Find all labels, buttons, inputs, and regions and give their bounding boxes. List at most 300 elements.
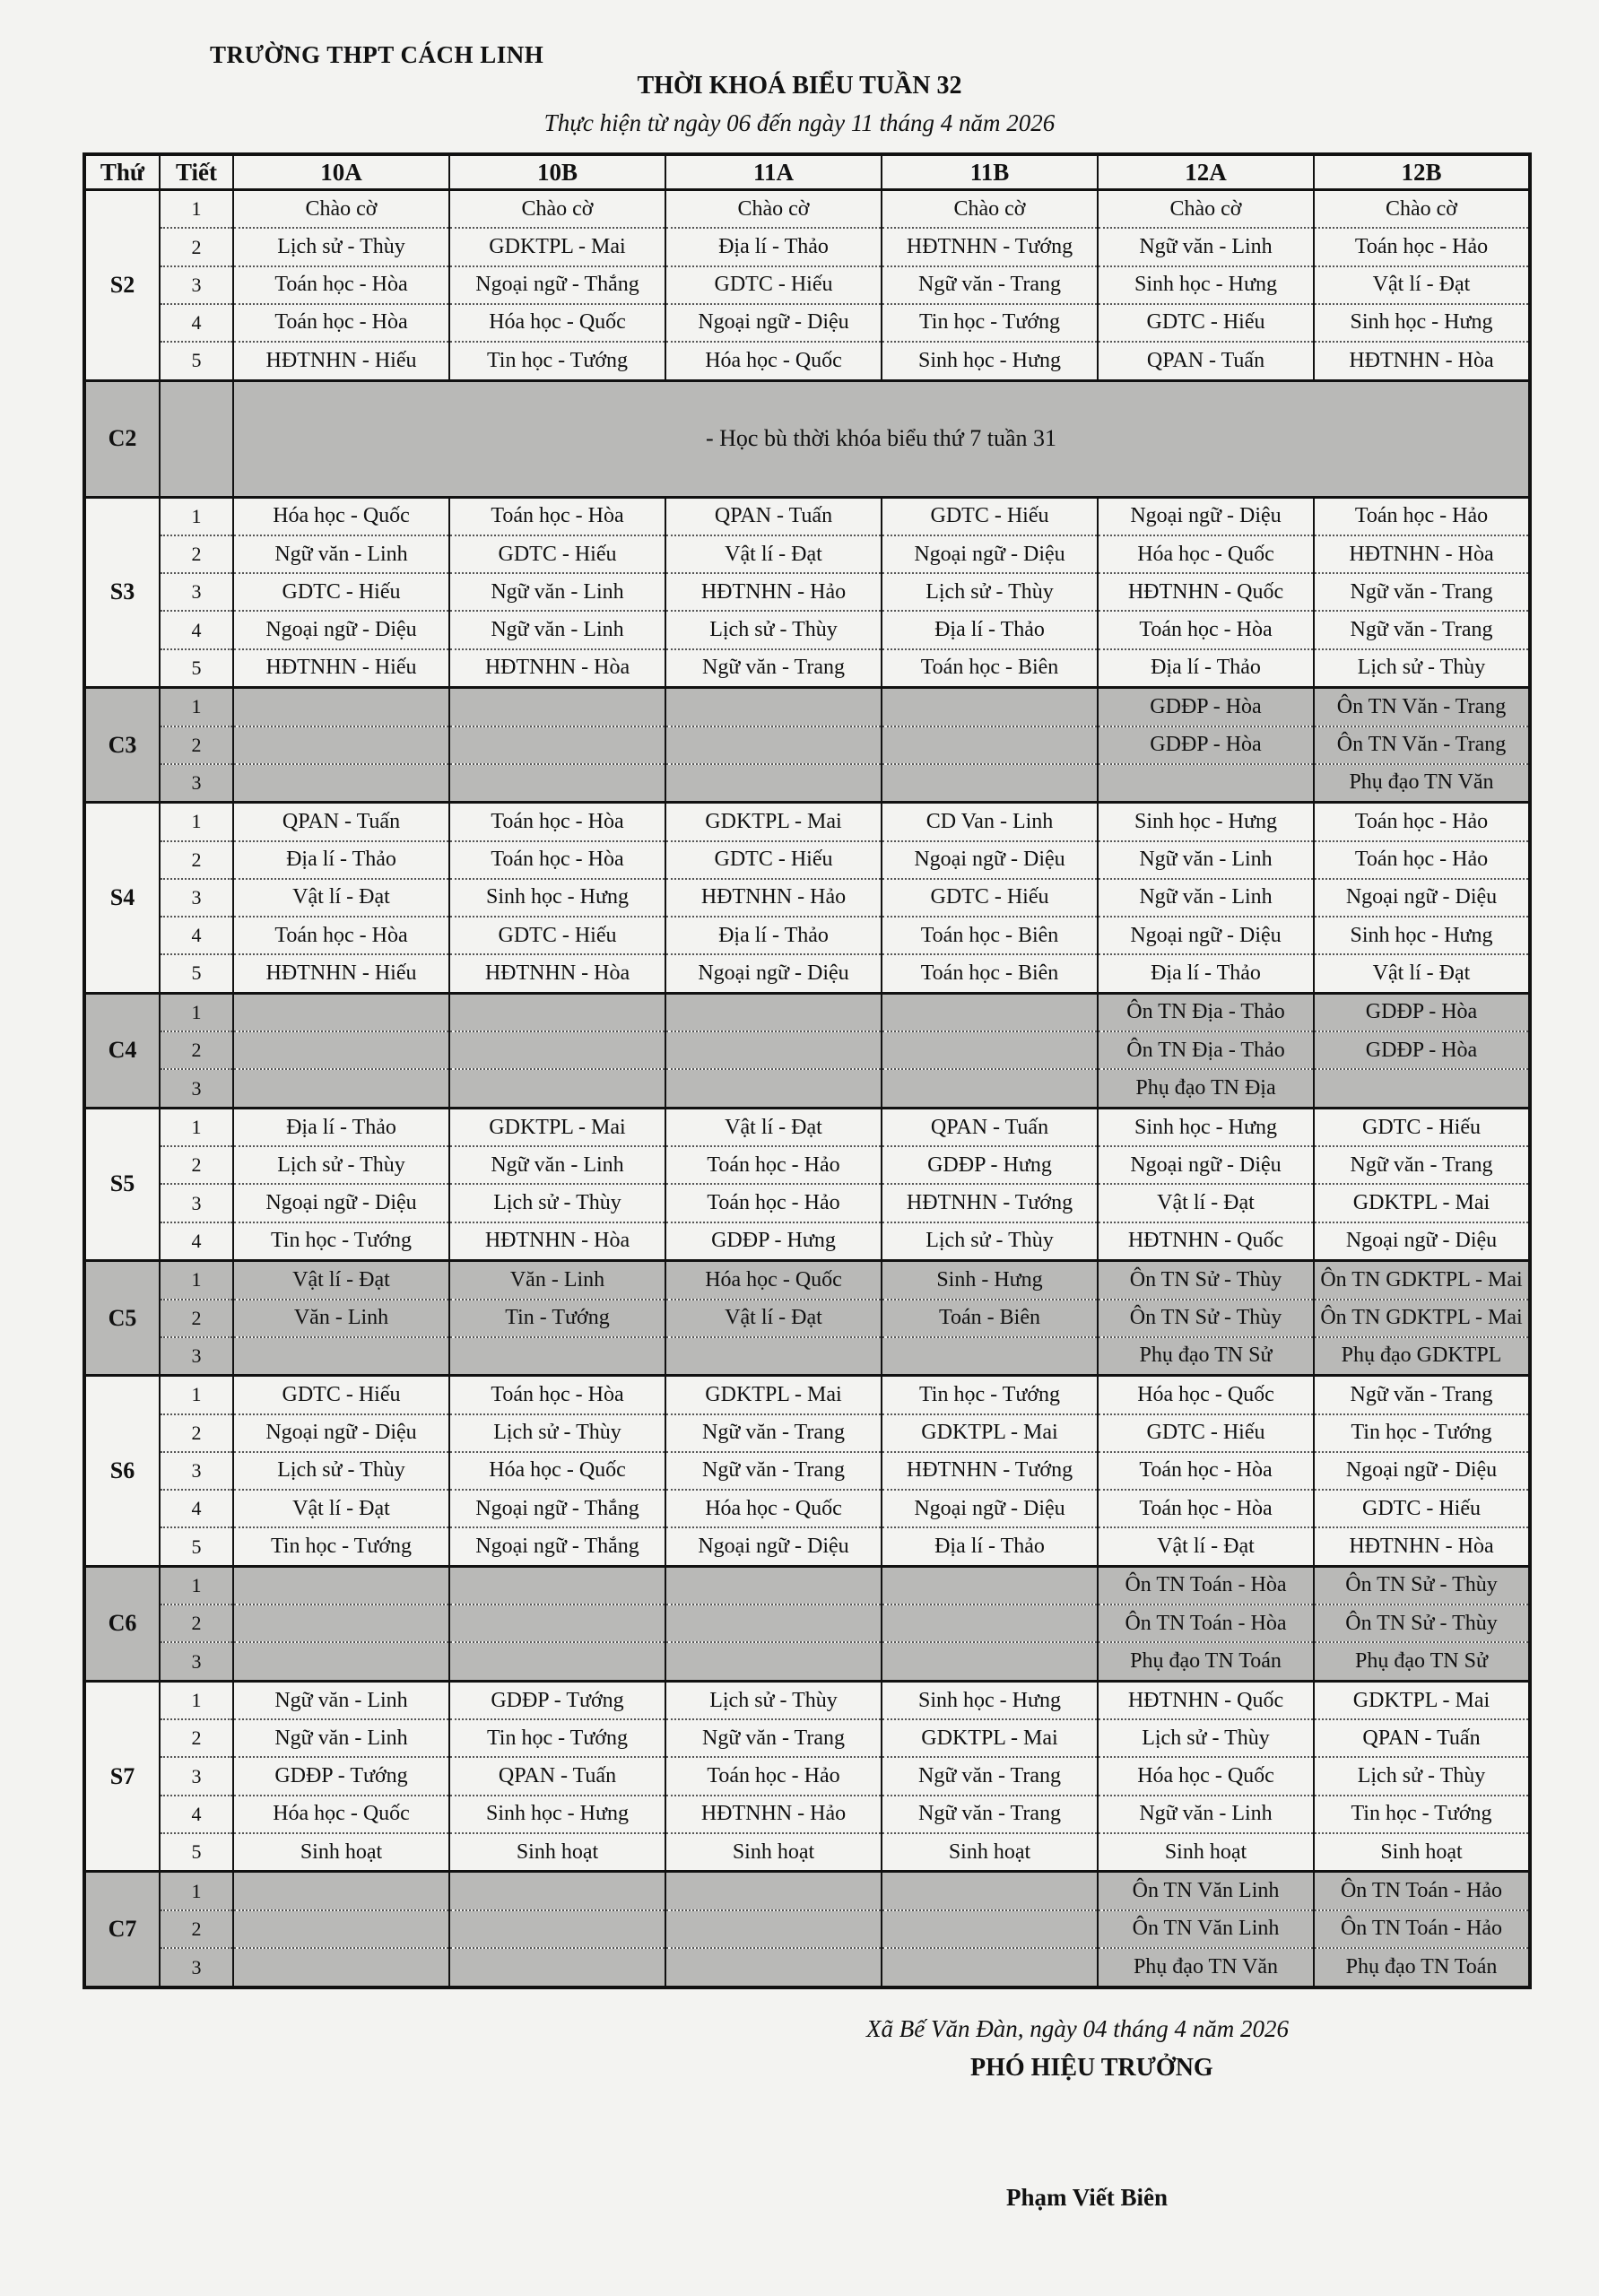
lesson-cell-12a: Ngoại ngữ - Diệu [1098,497,1314,535]
lesson-cell-10a: Sinh hoạt [233,1833,449,1872]
lesson-cell-12a: Ngữ văn - Linh [1098,879,1314,917]
lesson-cell-12b: GDĐP - Hòa [1314,993,1530,1031]
lesson-cell-10b [449,1872,665,1910]
lesson-cell-11b: Tin học - Tướng [882,304,1098,342]
lesson-cell-10a [233,726,449,764]
lesson-cell-10a: QPAN - Tuấn [233,803,449,841]
day-label: C4 [84,993,160,1108]
lesson-cell-12b: QPAN - Tuấn [1314,1719,1530,1757]
lesson-cell-12a: Ôn TN Sử - Thùy [1098,1261,1314,1300]
lesson-cell-12b: Sinh học - Hưng [1314,304,1530,342]
lesson-cell-10a: Toán học - Hòa [233,304,449,342]
period-number: 1 [160,1261,233,1300]
school-name: TRƯỜNG THPT CÁCH LINH [210,41,544,68]
lesson-cell-12a: Ôn TN Sử - Thùy [1098,1300,1314,1337]
period-row [84,1146,1530,1184]
lesson-cell-12a: HĐTNHN - Quốc [1098,1681,1314,1719]
lesson-cell-11a: GDTC - Hiếu [665,266,882,304]
lesson-cell-12a: Ôn TN Văn Linh [1098,1872,1314,1910]
lesson-cell-12a: Hóa học - Quốc [1098,535,1314,573]
period-row [84,304,1530,342]
lesson-cell-11b: Tin học - Tướng [882,1376,1098,1414]
lesson-cell-10a: Toán học - Hòa [233,266,449,304]
period-row [84,1108,1530,1146]
lesson-cell-10b [449,726,665,764]
lesson-cell-10b: GDĐP - Tướng [449,1681,665,1719]
lesson-cell-12b: Ôn TN Sử - Thùy [1314,1566,1530,1605]
period-number: 2 [160,1605,233,1642]
lesson-cell-12b: Ôn TN Toán - Hảo [1314,1910,1530,1948]
lesson-cell-11b: GDTC - Hiếu [882,879,1098,917]
lesson-cell-10a: Ngoại ngữ - Diệu [233,1184,449,1222]
lesson-cell-11a [665,993,882,1031]
lesson-cell-11b [882,993,1098,1031]
lesson-cell-12b: Lịch sử - Thùy [1314,649,1530,688]
period-number: 3 [160,1452,233,1490]
lesson-cell-12b: GDTC - Hiếu [1314,1490,1530,1527]
period-number: 3 [160,266,233,304]
period-row [84,1948,1530,1987]
lesson-cell-11a: Hóa học - Quốc [665,1490,882,1527]
period-number: 4 [160,1222,233,1261]
lesson-cell-11b [882,764,1098,803]
lesson-cell-12a: Phụ đạo TN Địa [1098,1069,1314,1108]
lesson-cell-12a: Sinh học - Hưng [1098,1108,1314,1146]
day-label: C6 [84,1566,160,1681]
lesson-cell-12b: Ôn TN Văn - Trang [1314,726,1530,764]
lesson-cell-12a: HĐTNHN - Quốc [1098,573,1314,611]
lesson-cell-11a: Chào cờ [665,190,882,229]
header-class-11a: 11A [665,154,882,190]
lesson-cell-12a: Chào cờ [1098,190,1314,229]
lesson-cell-11b: Lịch sử - Thùy [882,1222,1098,1261]
period-cell [160,380,233,497]
lesson-cell-10b: Ngoại ngữ - Thắng [449,266,665,304]
lesson-cell-11a: GDTC - Hiếu [665,841,882,879]
period-number: 2 [160,228,233,265]
lesson-cell-10a: HĐTNHN - Hiếu [233,954,449,993]
period-row [84,649,1530,688]
period-number: 1 [160,1681,233,1719]
lesson-cell-11b: QPAN - Tuấn [882,1108,1098,1146]
lesson-cell-11a: Ngữ văn - Trang [665,1414,882,1452]
lesson-cell-11a [665,688,882,726]
lesson-cell-11a: Lịch sử - Thùy [665,611,882,648]
lesson-cell-12a: Ôn TN Toán - Hòa [1098,1566,1314,1605]
lesson-cell-12b: Ngữ văn - Trang [1314,1376,1530,1414]
lesson-cell-11a: Sinh hoạt [665,1833,882,1872]
lesson-cell-12b: Ngoại ngữ - Diệu [1314,879,1530,917]
period-number: 4 [160,611,233,648]
period-row [84,611,1530,648]
lesson-cell-10a [233,1910,449,1948]
lesson-cell-11a [665,1642,882,1681]
header-row [84,154,1530,190]
lesson-cell-11b: Ngoại ngữ - Diệu [882,841,1098,879]
lesson-cell-12a: Ngữ văn - Linh [1098,228,1314,265]
lesson-cell-10a: Chào cờ [233,190,449,229]
lesson-cell-11a: Ngữ văn - Trang [665,1452,882,1490]
period-number: 5 [160,1527,233,1566]
period-number: 5 [160,342,233,380]
timetable [83,152,1532,1989]
lesson-cell-11a [665,1948,882,1987]
lesson-cell-11a: Ngoại ngữ - Diệu [665,304,882,342]
lesson-cell-12a: QPAN - Tuấn [1098,342,1314,380]
lesson-cell-12b: Tin học - Tướng [1314,1414,1530,1452]
header-class-10b: 10B [449,154,665,190]
period-number: 3 [160,879,233,917]
lesson-cell-11a: Vật lí - Đạt [665,1108,882,1146]
lesson-cell-12a: GDTC - Hiếu [1098,1414,1314,1452]
lesson-cell-11a: GDKTPL - Mai [665,1376,882,1414]
lesson-cell-10a: Địa lí - Thảo [233,1108,449,1146]
period-row [84,1910,1530,1948]
lesson-cell-11b [882,1031,1098,1069]
lesson-cell-10b: Lịch sử - Thùy [449,1414,665,1452]
lesson-cell-10a [233,1605,449,1642]
lesson-cell-11a: Hóa học - Quốc [665,1261,882,1300]
lesson-cell-10a: Văn - Linh [233,1300,449,1337]
period-row [84,1337,1530,1376]
lesson-cell-11a [665,1605,882,1642]
period-row [84,1376,1530,1414]
period-row [84,1605,1530,1642]
lesson-cell-12b: HĐTNHN - Hòa [1314,535,1530,573]
period-number: 4 [160,1796,233,1833]
lesson-cell-12b: GDKTPL - Mai [1314,1681,1530,1719]
period-number: 4 [160,1490,233,1527]
period-number: 3 [160,573,233,611]
lesson-cell-12b: HĐTNHN - Hòa [1314,342,1530,380]
lesson-cell-12a: Ngữ văn - Linh [1098,1796,1314,1833]
lesson-cell-10a: Ngoại ngữ - Diệu [233,611,449,648]
lesson-cell-10a: Ngữ văn - Linh [233,535,449,573]
period-number: 1 [160,1566,233,1605]
day-label: S5 [84,1108,160,1260]
lesson-cell-10b [449,764,665,803]
lesson-cell-10b: Chào cờ [449,190,665,229]
lesson-cell-11b: GDKTPL - Mai [882,1719,1098,1757]
lesson-cell-12b: Phụ đạo TN Sử [1314,1642,1530,1681]
period-number: 1 [160,1376,233,1414]
page-subtitle: Thực hiện từ ngày 06 đến ngày 11 tháng 4 năm 2026 [543,109,1056,136]
lesson-cell-12b: Toán học - Hảo [1314,497,1530,535]
lesson-cell-12b: GDTC - Hiếu [1314,1108,1530,1146]
period-row [84,879,1530,917]
lesson-cell-12b: Ôn TN Văn - Trang [1314,688,1530,726]
period-row [84,190,1530,229]
header-class-12a: 12A [1098,154,1314,190]
header-class-12b: 12B [1314,154,1530,190]
lesson-cell-11b [882,1069,1098,1108]
day-label: S2 [84,190,160,381]
lesson-cell-10b: GDKTPL - Mai [449,1108,665,1146]
lesson-cell-11a: Ngữ văn - Trang [665,1719,882,1757]
header-class-10a: 10A [233,154,449,190]
period-number: 5 [160,954,233,993]
lesson-cell-10b: Ngữ văn - Linh [449,611,665,648]
lesson-cell-12b: HĐTNHN - Hòa [1314,1527,1530,1566]
lesson-cell-11b [882,1872,1098,1910]
lesson-cell-10b: GDTC - Hiếu [449,535,665,573]
period-number: 1 [160,993,233,1031]
day-label: C7 [84,1872,160,1987]
period-number: 3 [160,1948,233,1987]
period-row [84,1642,1530,1681]
lesson-cell-11b: HĐTNHN - Tướng [882,1184,1098,1222]
lesson-cell-10a: Ngoại ngữ - Diệu [233,1414,449,1452]
lesson-cell-10b: GDKTPL - Mai [449,228,665,265]
lesson-cell-10b [449,993,665,1031]
lesson-cell-12b: Ôn TN GDKTPL - Mai [1314,1261,1530,1300]
lesson-cell-10a: Địa lí - Thảo [233,841,449,879]
lesson-cell-12a: Toán học - Hòa [1098,1452,1314,1490]
lesson-cell-10b: GDTC - Hiếu [449,917,665,954]
period-row [84,764,1530,803]
lesson-cell-11b: Ngữ văn - Trang [882,266,1098,304]
lesson-cell-10b: Tin học - Tướng [449,1719,665,1757]
lesson-cell-11a [665,1910,882,1948]
lesson-cell-11a [665,1069,882,1108]
lesson-cell-10a: Lịch sử - Thùy [233,1146,449,1184]
lesson-cell-10a [233,1872,449,1910]
lesson-cell-11a: GDKTPL - Mai [665,803,882,841]
lesson-cell-11b [882,1605,1098,1642]
lesson-cell-10b [449,1566,665,1605]
period-row [84,1300,1530,1337]
lesson-cell-10b [449,1642,665,1681]
lesson-cell-11a [665,1031,882,1069]
lesson-cell-12a [1098,764,1314,803]
lesson-cell-11b: Sinh hoạt [882,1833,1098,1872]
lesson-cell-11a [665,764,882,803]
lesson-cell-11a: HĐTNHN - Hảo [665,1796,882,1833]
lesson-cell-11b: Toán - Biên [882,1300,1098,1337]
lesson-cell-10b: HĐTNHN - Hòa [449,649,665,688]
lesson-cell-10a: Toán học - Hòa [233,917,449,954]
lesson-cell-10a: HĐTNHN - Hiếu [233,649,449,688]
day-label: C2 [84,380,160,497]
lesson-cell-10a [233,1031,449,1069]
lesson-cell-12b: Ngoại ngữ - Diệu [1314,1452,1530,1490]
lesson-cell-11b: Chào cờ [882,190,1098,229]
period-row [84,1833,1530,1872]
lesson-cell-10a: HĐTNHN - Hiếu [233,342,449,380]
lesson-cell-12b: GDĐP - Hòa [1314,1031,1530,1069]
lesson-cell-11b: GDKTPL - Mai [882,1414,1098,1452]
period-number: 1 [160,803,233,841]
lesson-cell-10b: Toán học - Hòa [449,1376,665,1414]
lesson-cell-11a: Toán học - Hảo [665,1757,882,1795]
lesson-cell-12a: Hóa học - Quốc [1098,1757,1314,1795]
period-number: 3 [160,1757,233,1795]
lesson-cell-11b: Sinh học - Hưng [882,1681,1098,1719]
day-label: S7 [84,1681,160,1872]
lesson-cell-12b: Vật lí - Đạt [1314,266,1530,304]
lesson-cell-11a [665,726,882,764]
lesson-cell-11a: HĐTNHN - Hảo [665,573,882,611]
lesson-cell-11a: Vật lí - Đạt [665,535,882,573]
lesson-cell-11b: Toán học - Biên [882,954,1098,993]
lesson-cell-11a [665,1872,882,1910]
schedule-note: - Học bù thời khóa biểu thứ 7 tuần 31 [233,380,1530,497]
period-number: 2 [160,535,233,573]
period-number: 1 [160,1108,233,1146]
lesson-cell-11b: Toán học - Biên [882,917,1098,954]
period-number: 1 [160,1872,233,1910]
period-row [84,535,1530,573]
period-row [84,1527,1530,1566]
lesson-cell-10b: Sinh hoạt [449,1833,665,1872]
lesson-cell-12a: Sinh học - Hưng [1098,803,1314,841]
day-row-note [84,380,1530,497]
lesson-cell-10b [449,1337,665,1376]
lesson-cell-12b: Ngữ văn - Trang [1314,1146,1530,1184]
lesson-cell-12a: Ôn TN Văn Linh [1098,1910,1314,1948]
lesson-cell-12b: Ôn TN GDKTPL - Mai [1314,1300,1530,1337]
lesson-cell-12a: Toán học - Hòa [1098,1490,1314,1527]
period-number: 2 [160,1414,233,1452]
lesson-cell-12b: Lịch sử - Thùy [1314,1757,1530,1795]
lesson-cell-11b [882,688,1098,726]
period-row [84,1031,1530,1069]
lesson-cell-12b: Ngữ văn - Trang [1314,611,1530,648]
period-row [84,1757,1530,1795]
lesson-cell-12b: Toán học - Hảo [1314,803,1530,841]
lesson-cell-12b: Vật lí - Đạt [1314,954,1530,993]
lesson-cell-10a: Hóa học - Quốc [233,1796,449,1833]
period-row [84,1681,1530,1719]
lesson-cell-10a: Vật lí - Đạt [233,1261,449,1300]
period-number: 2 [160,1146,233,1184]
lesson-cell-12a: Ngoại ngữ - Diệu [1098,917,1314,954]
lesson-cell-12b: Phụ đạo TN Toán [1314,1948,1530,1987]
lesson-cell-10b: Sinh học - Hưng [449,879,665,917]
period-row [84,726,1530,764]
lesson-cell-10a: Ngữ văn - Linh [233,1681,449,1719]
lesson-cell-12b: Ôn TN Toán - Hảo [1314,1872,1530,1910]
lesson-cell-11b: GDĐP - Hưng [882,1146,1098,1184]
lesson-cell-11b: Sinh học - Hưng [882,342,1098,380]
period-number: 3 [160,1184,233,1222]
lesson-cell-11a: QPAN - Tuấn [665,497,882,535]
period-number: 2 [160,726,233,764]
lesson-cell-11b: HĐTNHN - Tướng [882,228,1098,265]
page-title: THỜI KHOÁ BIỂU TUẦN 32 [637,72,962,100]
period-row [84,1414,1530,1452]
lesson-cell-12a: Lịch sử - Thùy [1098,1719,1314,1757]
lesson-cell-12b: Ôn TN Sử - Thùy [1314,1605,1530,1642]
period-row [84,954,1530,993]
lesson-cell-10a [233,1566,449,1605]
period-row [84,1796,1530,1833]
header-day: Thứ [84,154,160,190]
lesson-cell-11b: Lịch sử - Thùy [882,573,1098,611]
lesson-cell-11b [882,1566,1098,1605]
period-number: 1 [160,190,233,229]
lesson-cell-11b: Toán học - Biên [882,649,1098,688]
lesson-cell-11b: Ngữ văn - Trang [882,1796,1098,1833]
lesson-cell-10b: Hóa học - Quốc [449,1452,665,1490]
lesson-cell-11b: Địa lí - Thảo [882,611,1098,648]
lesson-cell-11b [882,1337,1098,1376]
period-number: 2 [160,1031,233,1069]
period-row [84,573,1530,611]
lesson-cell-11b: Ngữ văn - Trang [882,1757,1098,1795]
lesson-cell-12a: Sinh học - Hưng [1098,266,1314,304]
lesson-cell-12a: HĐTNHN - Quốc [1098,1222,1314,1261]
lesson-cell-10a [233,993,449,1031]
period-row [84,1490,1530,1527]
lesson-cell-10a: Lịch sử - Thùy [233,228,449,265]
day-label: S6 [84,1376,160,1567]
period-number: 1 [160,688,233,726]
lesson-cell-10b: HĐTNHN - Hòa [449,1222,665,1261]
lesson-cell-12a: Ôn TN Địa - Thảo [1098,993,1314,1031]
lesson-cell-11b [882,1910,1098,1948]
period-number: 3 [160,1337,233,1376]
lesson-cell-12a: Phụ đạo TN Toán [1098,1642,1314,1681]
lesson-cell-11a: Vật lí - Đạt [665,1300,882,1337]
lesson-cell-12b: Toán học - Hảo [1314,841,1530,879]
lesson-cell-10b: Toán học - Hòa [449,803,665,841]
day-label: C5 [84,1261,160,1376]
signature-name: Phạm Viết Biên [1006,2184,1168,2211]
lesson-cell-11b: Sinh - Hưng [882,1261,1098,1300]
lesson-cell-11a: Địa lí - Thảo [665,917,882,954]
period-number: 5 [160,1833,233,1872]
period-number: 2 [160,1910,233,1948]
lesson-cell-12a: Toán học - Hòa [1098,611,1314,648]
period-number: 4 [160,917,233,954]
lesson-cell-10b: Tin - Tướng [449,1300,665,1337]
period-row [84,1069,1530,1108]
lesson-cell-12b: Phụ đạo GDKTPL [1314,1337,1530,1376]
lesson-cell-11b [882,1948,1098,1987]
lesson-cell-10a: Tin học - Tướng [233,1527,449,1566]
lesson-cell-12a: Ngữ văn - Linh [1098,841,1314,879]
lesson-cell-11a: Ngữ văn - Trang [665,649,882,688]
lesson-cell-12b: Tin học - Tướng [1314,1796,1530,1833]
period-row [84,841,1530,879]
period-row [84,1222,1530,1261]
lesson-cell-12a: Hóa học - Quốc [1098,1376,1314,1414]
period-row [84,1452,1530,1490]
lesson-cell-12b [1314,1069,1530,1108]
lesson-cell-10b: Lịch sử - Thùy [449,1184,665,1222]
lesson-cell-10b [449,1605,665,1642]
period-row [84,1261,1530,1300]
lesson-cell-11a: Hóa học - Quốc [665,342,882,380]
lesson-cell-10a: Lịch sử - Thùy [233,1452,449,1490]
lesson-cell-10a: GDĐP - Tướng [233,1757,449,1795]
lesson-cell-12b: Phụ đạo TN Văn [1314,764,1530,803]
lesson-cell-12b: Ngữ văn - Trang [1314,573,1530,611]
day-label: S4 [84,803,160,994]
lesson-cell-10b: Toán học - Hòa [449,841,665,879]
lesson-cell-10b: Toán học - Hòa [449,497,665,535]
period-number: 2 [160,841,233,879]
lesson-cell-12a: Vật lí - Đạt [1098,1184,1314,1222]
lesson-cell-10b: Ngoại ngữ - Thắng [449,1527,665,1566]
lesson-cell-12b: Sinh hoạt [1314,1833,1530,1872]
signature-position: PHÓ HIỆU TRƯỞNG [970,2054,1213,2082]
lesson-cell-12b: Chào cờ [1314,190,1530,229]
lesson-cell-11b: GDTC - Hiếu [882,497,1098,535]
lesson-cell-11a: GDĐP - Hưng [665,1222,882,1261]
lesson-cell-12a: Ôn TN Toán - Hòa [1098,1605,1314,1642]
